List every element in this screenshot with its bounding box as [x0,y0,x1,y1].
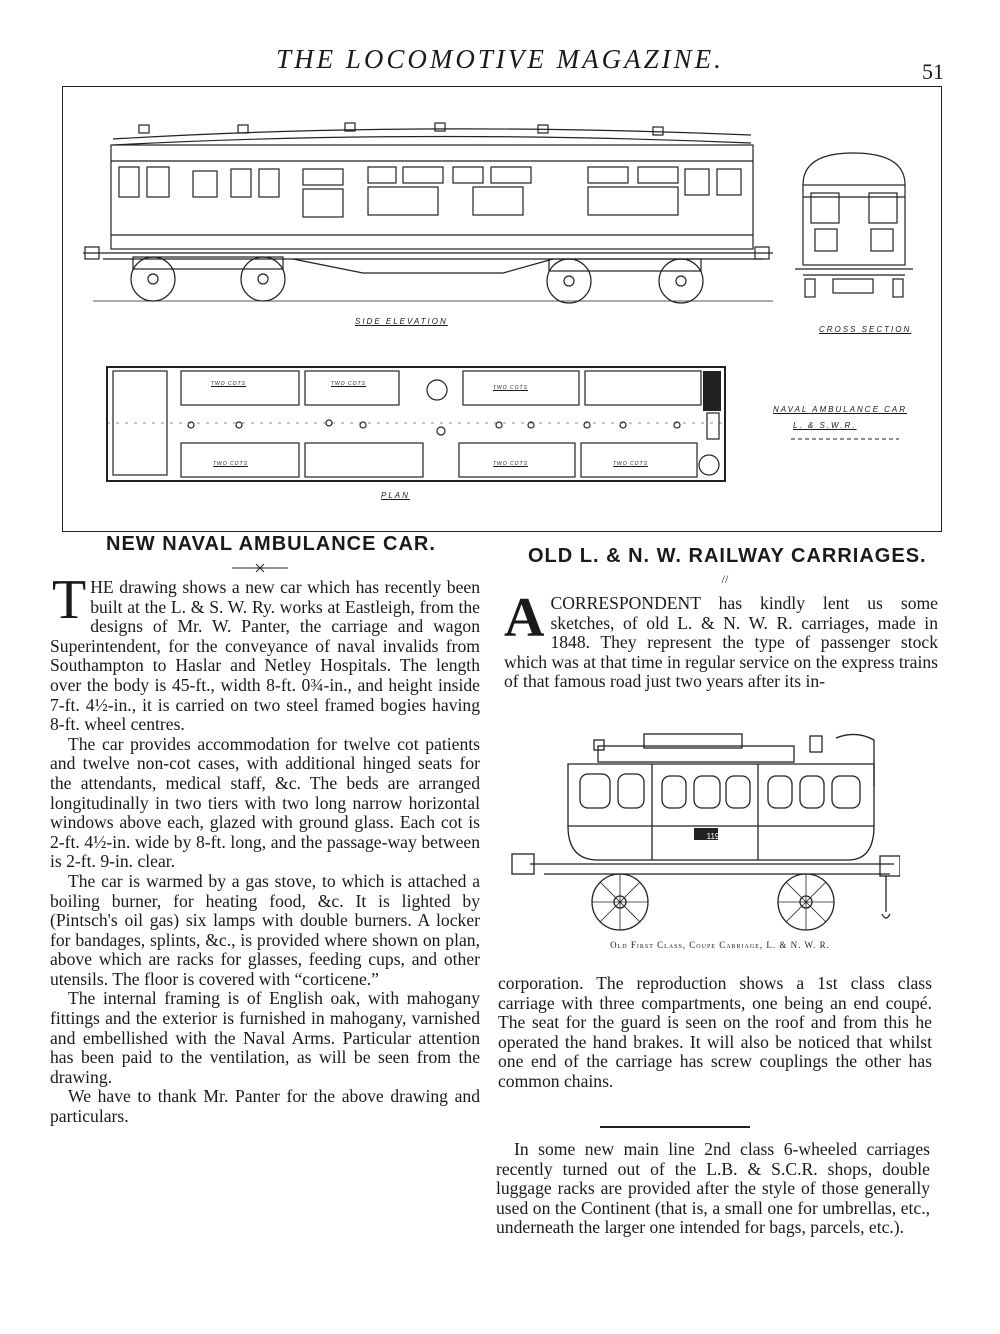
figure-caption: Old First Class, Coupe Carriage, L. & N. W. R. [610,940,830,950]
article-headline-ambulance: NEW NAVAL AMBULANCE CAR. [106,533,436,555]
article-body-carriages [504,587,938,692]
plan-compartment-label: TWO COTS [331,381,366,387]
plan-compartment-label: TWO COTS [613,461,648,467]
paragraph-text: HE drawing shows a new car which has recently been built at the L. & S. W. Ry. works at Eastleigh, from the designs of Mr. W. Panter, the carriage and wagon Superintendent, for the conveyance of naval invalids from Southampton to Haslar and Netley Hospitals. The length over the body is 45-ft., width 8-ft. 0¾-in., and height inside 7-ft. 4½-in., it is carried on two steel framed bogies having 8-ft. wheel centres. [50,577,480,735]
running-title: THE LOCOMOTIVE MAGAZINE. [276,44,724,74]
carriage-number: 119 [706,832,720,841]
dropcap: T [52,569,87,631]
article-headline-carriages: OLD L. & N. W. RAILWAY CARRIAGES. [528,545,927,567]
plate-subtitle: L. & S.W.R. [793,421,857,430]
paragraph: The car provides accommodation for twelve cot patients and twelve non-cot cases, with additional hinged seats for the attendants, medical staff, &c. The beds are arranged longitudinally in two tiers with two long narrow horizontal windows above each, glazed with ground glass. Each cot is 2-ft. 4½-in. wide by 8-ft. long, and the passage-way between is 2-ft. 9-in. clear. [50,733,480,872]
cross-section-label: CROSS SECTION [819,325,912,334]
plan-compartment-label: TWO COTS [211,381,246,387]
plate-title: NAVAL AMBULANCE CAR [773,405,908,414]
plan-compartment-label: TWO COTS [493,385,528,391]
paragraph: corporation. The reproduction shows a 1st class class carriage with three compartments, one being an end coupé. The seat for the guard is seen on the roof and from this he operated the hand brakes. It will also be noticed that whilst one end of the carriage has screw couplings the other has common chains. [498,973,932,1091]
side-elevation-label: SIDE ELEVATION [355,317,448,326]
ornamental-divider [230,562,290,574]
dropcap: A [504,587,545,649]
paragraph: The car is warmed by a gas stove, to which is attached a boiling burner, for heating food, &c. It is lighted by (Pintsch's oil gas) six lamps with double burners. A locker for bandages, splints, &c., is provided where shown on plan, above which are racks for glasses, feeding cups, and other utensils. The floor is covered with “corticene.” [50,870,480,989]
paragraph: We have to thank Mr. Panter for the above drawing and particulars. [50,1086,480,1127]
divider-mark: // [721,572,729,586]
article-body-carriages-cont [498,974,932,1092]
section-divider [600,1126,750,1128]
coupe-carriage-illustration [510,726,900,936]
plan-compartment-label: TWO COTS [213,461,248,467]
plan-compartment-label: TWO COTS [493,461,528,467]
paragraph-text: CORRESPONDENT has kindly lent us some sketches, of old L. & N. W. R. carriages, made in 1848. They represent the type of passenger stock which was at that time in regular service on the express trains of that famous road just two years after its in- [504,593,938,692]
plan-label: PLAN [381,491,410,500]
paragraph [504,587,938,692]
scale-bar [791,435,901,443]
article-body-ambulance [50,569,480,1127]
drawing-plate [62,86,942,532]
paragraph: The internal framing is of English oak, with mahogany fittings and the exterior is furnished in mahogany, varnished and embellished with the Naval Arms. Particular attention has been paid to the ventilation, as will be seen from the drawing. [50,988,480,1087]
article-body-lbscr [496,1140,930,1238]
paragraph: In some new main line 2nd class 6-wheeled carriages recently turned out of the L.B. & S.C.R. shops, double luggage racks are provided after the style of those generally used on the Continent (that is, a small one for umbrellas, etc., underneath the larger one intended for bags, parcels, etc.). [496,1139,930,1238]
paragraph [50,569,480,735]
page-number: 51 [922,59,944,84]
